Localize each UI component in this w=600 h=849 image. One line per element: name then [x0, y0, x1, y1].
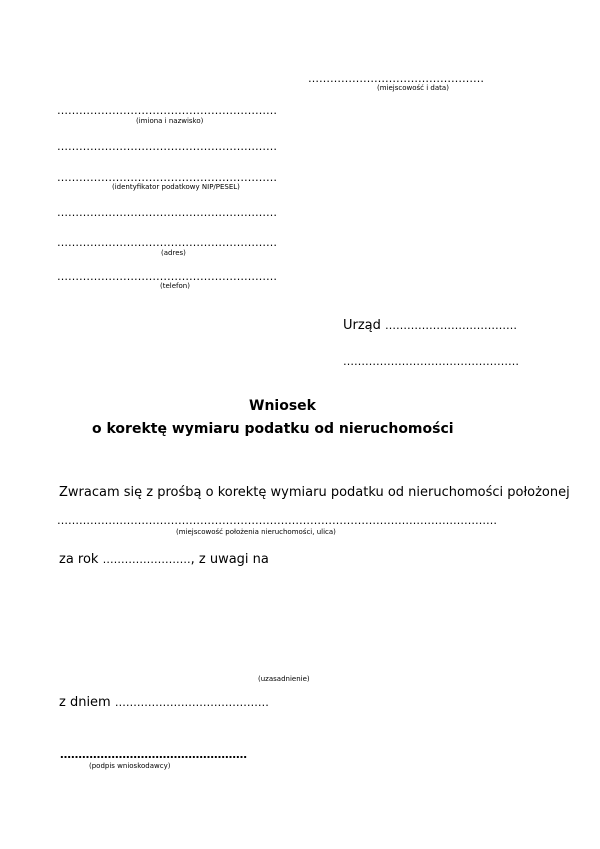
title-line-2: o korektę wymiaru podatku od nieruchomości — [92, 421, 454, 437]
title-line-1: Wniosek — [249, 398, 316, 414]
phone-line: …………………………………………………… — [57, 270, 277, 283]
date-line: …………………………………… — [114, 696, 269, 709]
office-line-1: ……………………………… — [385, 319, 518, 332]
applicant-name-caption: (imiona i nazwisko) — [136, 117, 204, 125]
applicant-extra-line: …………………………………………………… — [57, 206, 277, 219]
location-caption: (miejscowość położenia nieruchomości, ulica) — [176, 528, 336, 536]
signature-line: …………………………………………… — [60, 748, 247, 761]
location-line: ………………………………………………………………………………………………………… — [57, 514, 497, 527]
office-label: Urząd — [343, 318, 381, 333]
tax-id-line: …………………………………………………… — [57, 171, 277, 184]
address-caption: (adres) — [161, 249, 186, 257]
signature-caption: (podpis wnioskodawcy) — [89, 762, 171, 770]
place-date-line: ………………………………………… — [308, 72, 484, 85]
address-line: …………………………………………………… — [57, 236, 277, 249]
year-row — [59, 552, 269, 567]
phone-caption: (telefon) — [160, 282, 190, 290]
applicant-name-line: …………………………………………………… — [57, 104, 277, 117]
office-line-2: ………………………………………… — [343, 355, 519, 368]
date-prefix: z dniem — [59, 695, 111, 710]
applicant-name-line-2: …………………………………………………… — [57, 140, 277, 153]
year-line: …………………… — [102, 553, 191, 566]
year-prefix: za rok — [59, 552, 99, 567]
request-sentence: Zwracam się z prośbą o korektę wymiaru podatku od nieruchomości położonej — [59, 485, 570, 500]
tax-id-caption: (identyfikator podatkowy NIP/PESEL) — [112, 183, 240, 191]
office-block — [343, 318, 517, 333]
place-date-caption: (miejscowość i data) — [377, 84, 449, 92]
year-suffix: , z uwagi na — [190, 552, 269, 567]
justification-caption: (uzasadnienie) — [258, 675, 310, 683]
date-row — [59, 695, 269, 710]
